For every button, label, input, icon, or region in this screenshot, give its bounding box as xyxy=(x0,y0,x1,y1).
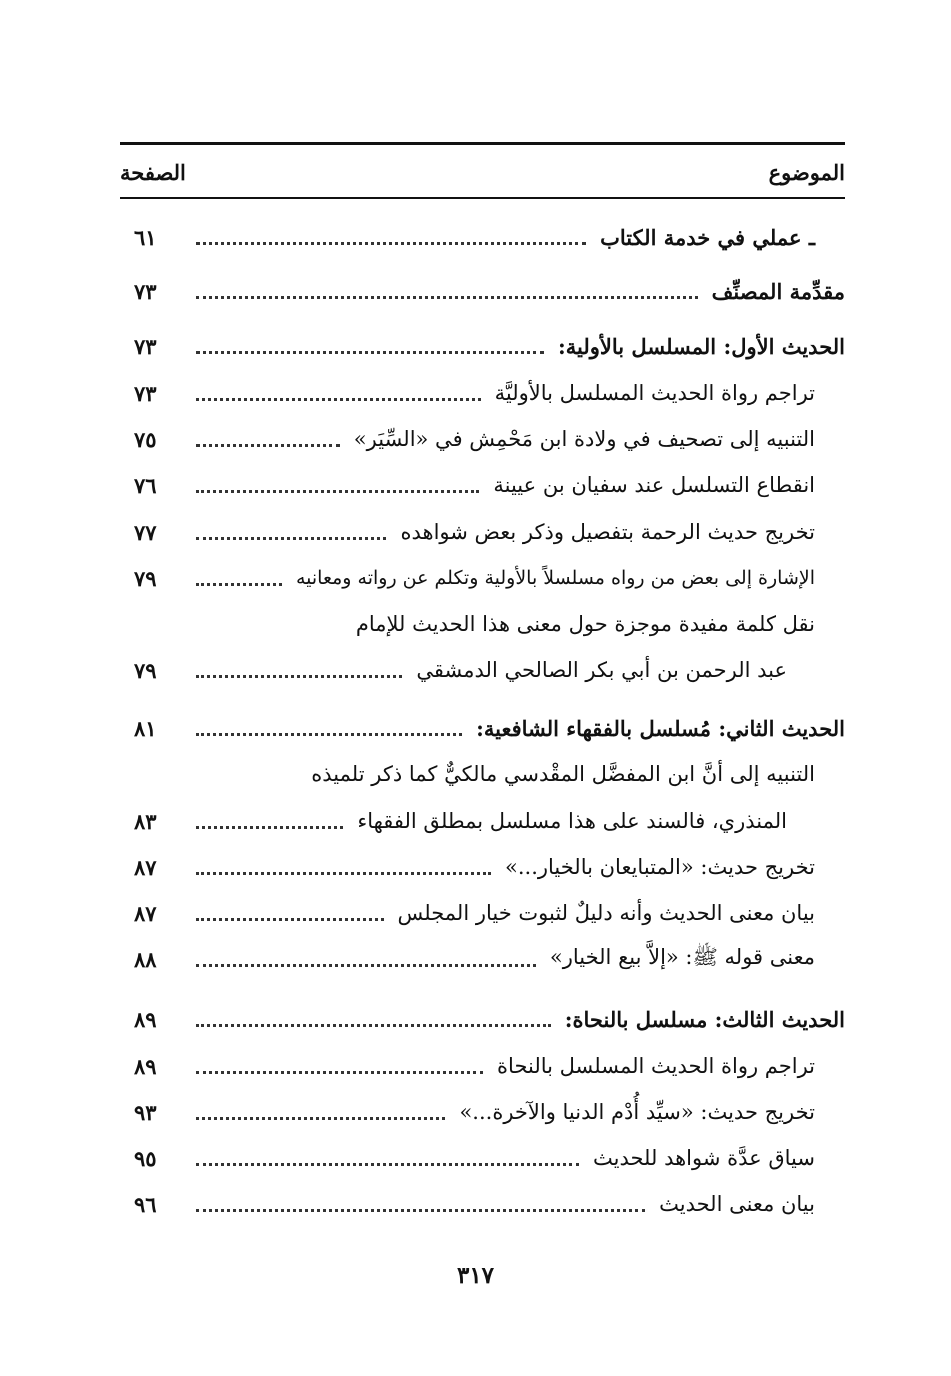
toc-entry-page: ٧٩ xyxy=(134,565,157,591)
toc-entry-title: تراجم رواة الحديث المسلسل بالأوليَّة xyxy=(494,381,815,405)
dot-leader xyxy=(196,1117,445,1120)
toc-entry-page: ٧٣ xyxy=(134,278,157,304)
dot-leader xyxy=(196,242,586,245)
header-page: الصفحة xyxy=(120,159,186,185)
dot-leader xyxy=(196,964,536,967)
toc-entry-page: ٧٥ xyxy=(134,426,157,452)
toc-entry-title: مقدِّمة المصنِّف xyxy=(711,278,845,304)
page-number: ٣١٧ xyxy=(456,1262,495,1289)
toc-entry xyxy=(120,217,845,257)
toc-entry-title: بيان معنى الحديث وأنه دليلٌ لثبوت خيار المجلس xyxy=(397,901,815,925)
dot-leader xyxy=(196,1209,645,1212)
header-rule xyxy=(120,197,845,199)
toc-entry-page: ٨١ xyxy=(134,715,157,741)
dot-leader xyxy=(196,1071,483,1074)
toc-entry xyxy=(120,754,845,794)
toc-entry-page: ٨٣ xyxy=(134,808,157,834)
dot-leader xyxy=(196,583,282,586)
toc-entry xyxy=(120,465,845,505)
toc-entry xyxy=(120,893,845,933)
dot-leader xyxy=(196,296,698,299)
dot-leader xyxy=(196,733,462,736)
toc-entry xyxy=(120,419,845,459)
toc-header xyxy=(120,152,845,192)
toc-entry-page: ٨٩ xyxy=(134,1006,157,1032)
toc-entry xyxy=(120,1138,845,1178)
toc-entry-title: معنى قوله ﷺ: «إلاَّ بيع الخيار» xyxy=(549,944,815,969)
toc-entry-page: ٧٩ xyxy=(134,657,157,683)
dot-leader xyxy=(196,872,491,875)
toc-entry-title: نقل كلمة مفيدة موجزة حول معنى هذا الحديث للإمام xyxy=(355,612,815,636)
toc-entry xyxy=(120,326,845,366)
toc-entry-page: ٨٧ xyxy=(134,900,157,926)
toc-entry xyxy=(120,999,845,1039)
toc-entry-title: الحديث الأول: المسلسل بالأولية: xyxy=(558,333,845,359)
dot-leader xyxy=(196,918,384,921)
toc-entry-title: التنبيه إلى أنَّ ابن المفضَّل المقْدسي مالكيٌّ كما ذكر تلميذه xyxy=(311,762,815,786)
toc-entry xyxy=(120,847,845,887)
dot-leader xyxy=(196,490,479,493)
toc-entry xyxy=(120,801,845,841)
toc-entry-page: ٨٨ xyxy=(134,946,157,972)
toc-entry-title: ـ عملي في خدمة الكتاب xyxy=(600,224,815,250)
toc-entry-title: تخريج حديث: «سيِّد أُدْم الدنيا والآخرة...» xyxy=(459,1100,815,1124)
toc-entry xyxy=(120,1092,845,1132)
toc-entry-title: انقطاع التسلسل عند سفيان بن عيينة xyxy=(493,473,815,497)
toc-entry-title: تخريج حديث الرحمة بتفصيل وذكر بعض شواهده xyxy=(400,520,815,544)
top-rule xyxy=(120,142,845,145)
toc-entry xyxy=(120,271,845,311)
toc-entry-page: ٦١ xyxy=(134,224,157,250)
toc-entry-title: عبد الرحمن بن أبي بكر الصالحي الدمشقي xyxy=(416,658,787,682)
toc-entry xyxy=(120,373,845,413)
toc-entry-page: ٧٦ xyxy=(134,472,157,498)
toc-entry-page: ٧٧ xyxy=(134,519,157,545)
header-topic: الموضوع xyxy=(768,159,845,185)
toc-entry-title: الإشارة إلى بعض من رواه مسلسلاً بالأولية وتكلم عن رواته ومعانيه xyxy=(295,567,815,589)
dot-leader xyxy=(196,537,386,540)
toc-entry-title: تراجم رواة الحديث المسلسل بالنحاة xyxy=(497,1054,815,1078)
dot-leader xyxy=(196,826,343,829)
toc-entry-title: سياق عدَّة شواهد للحديث xyxy=(593,1146,815,1170)
toc-entry-title: بيان معنى الحديث xyxy=(659,1192,815,1216)
toc-entry-page: ٨٧ xyxy=(134,854,157,880)
toc-entry-title: الحديث الثالث: مسلسل بالنحاة: xyxy=(564,1006,845,1032)
toc-entry xyxy=(120,604,845,644)
dot-leader xyxy=(196,675,402,678)
dot-leader xyxy=(196,1024,551,1027)
dot-leader xyxy=(196,398,481,401)
toc-entry xyxy=(120,1184,845,1224)
toc-entry xyxy=(120,708,845,748)
dot-leader xyxy=(196,1163,579,1166)
toc-entry-title: تخريج حديث: «المتبايعان بالخيار...» xyxy=(505,855,815,879)
toc-entry-page: ٧٣ xyxy=(134,333,157,359)
toc-entry xyxy=(120,650,845,690)
toc-entry xyxy=(120,558,845,598)
toc-entry-page: ٩٣ xyxy=(134,1099,157,1125)
dot-leader xyxy=(196,444,340,447)
toc-entry-title: التنبيه إلى تصحيف في ولادة ابن مَحْمِش في «السِّيَر» xyxy=(353,427,815,451)
toc-entry xyxy=(120,939,845,979)
dot-leader xyxy=(196,351,544,354)
toc-entry xyxy=(120,512,845,552)
toc-entry-page: ٩٥ xyxy=(134,1145,157,1171)
toc-entry-page: ٩٦ xyxy=(134,1191,157,1217)
toc-entry-title: الحديث الثاني: مُسلسل بالفقهاء الشافعية: xyxy=(476,715,845,741)
toc-entry xyxy=(120,1046,845,1086)
toc-entry-page: ٧٣ xyxy=(134,380,157,406)
toc-entry-title: المنذري، فالسند على هذا مسلسل بمطلق الفقهاء xyxy=(357,809,787,833)
toc-entry-page: ٨٩ xyxy=(134,1053,157,1079)
